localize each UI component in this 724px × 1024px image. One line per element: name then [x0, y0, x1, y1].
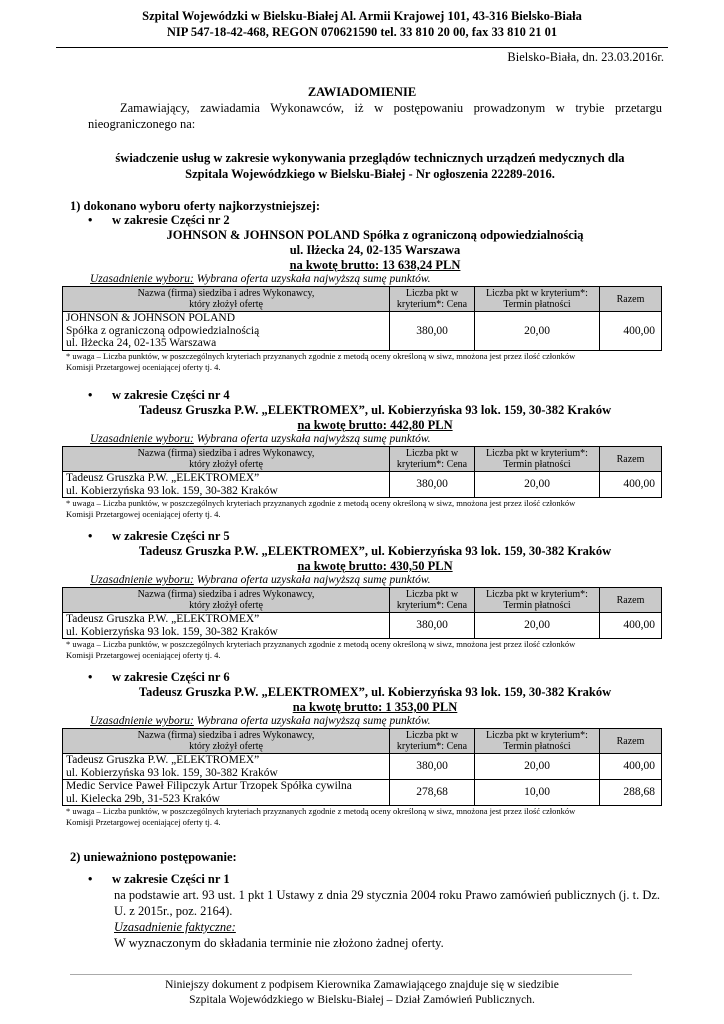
footnote: * uwaga – Liczba punktów, w poszczególnych kryteriach przyznanych zgodnie z metodą oceny określoną w siwz, mnożona jest przez ilość członków Komisji Przetargowej oceniającej oferty tj. 4.: [66, 639, 576, 660]
offers-table: [62, 446, 662, 498]
letterhead-divider: [56, 47, 668, 48]
table-header-row: Nazwa (firma) siedziba i adres Wykonawcy, który złożył ofertę Liczba pkt w kryterium*: Cena Liczba pkt w kryterium*: Termin płatności Razem: [63, 287, 662, 312]
annul-fact-label: Uzasadnienie faktyczne:: [114, 920, 236, 934]
table-row: Tadeusz Gruszka P.W. „ELEKTROMEX” ul. Kobierzyńska 93 lok. 159, 30-382 Kraków 380,00 20,00 400,00: [63, 613, 662, 639]
offers-table: [62, 587, 662, 639]
justification: Uzasadnienie wyboru: Wybrana oferta uzyskała najwyższą sumę punktów.: [90, 715, 431, 727]
subject-line-2: Szpitala Wojewódzkiego w Bielsku-Białej - Nr ogłoszenia 22289-2016.: [185, 167, 555, 181]
part-label: • w zakresie Części nr 2: [88, 213, 230, 227]
winner-price: na kwotę brutto: 13 638,24 PLN: [289, 258, 461, 272]
justification: Uzasadnienie wyboru: Wybrana oferta uzyskała najwyższą sumę punktów.: [90, 273, 431, 285]
winner-name: JOHNSON & JOHNSON POLAND Spółka z ograniczoną odpowiedzialnością: [166, 228, 584, 242]
winner-name: Tadeusz Gruszka P.W. „ELEKTROMEX”, ul. Kobierzyńska 93 lok. 159, 30-382 Kraków: [138, 685, 612, 699]
footnote: * uwaga – Liczba punktów, w poszczególnych kryteriach przyznanych zgodnie z metodą oceny określoną w siwz, mnożona jest przez ilość członków Komisji Przetargowej oceniającej oferty tj. 4.: [66, 498, 576, 519]
winner-name: Tadeusz Gruszka P.W. „ELEKTROMEX”, ul. Kobierzyńska 93 lok. 159, 30-382 Kraków: [138, 544, 612, 558]
table-header-row: Nazwa (firma) siedziba i adres Wykonawcy, który złożył ofertę Liczba pkt w kryterium*: Cena Liczba pkt w kryterium*: Termin płatności Razem: [63, 588, 662, 613]
winner-price: na kwotę brutto: 1 353,00 PLN: [292, 700, 458, 714]
document-title: ZAWIADOMIENIE: [307, 85, 417, 99]
letterhead-line-1: Szpital Wojewódzki w Bielsku-Białej Al. Armii Krajowej 101, 43-316 Bielsko-Biała: [142, 9, 582, 23]
part-6: [66, 670, 662, 828]
part-label: • w zakresie Części nr 1: [88, 872, 230, 886]
bullet-icon: •: [88, 670, 93, 684]
part-label: • w zakresie Części nr 6: [88, 670, 230, 684]
justification: Uzasadnienie wyboru: Wybrana oferta uzyskała najwyższą sumę punktów.: [90, 574, 431, 586]
footer-line-2: Szpitala Wojewódzkiego w Bielsku-Białej – Dział Zamówień Publicznych.: [189, 994, 535, 1006]
winner-name: Tadeusz Gruszka P.W. „ELEKTROMEX”, ul. Kobierzyńska 93 lok. 159, 30-382 Kraków: [138, 403, 612, 417]
document-date: Bielsko-Biała, dn. 23.03.2016r.: [507, 50, 664, 64]
winner-address: ul. Iłżecka 24, 02-135 Warszawa: [289, 243, 461, 257]
part-2: [66, 213, 662, 373]
footer: [0, 978, 724, 1008]
letterhead: [0, 0, 724, 40]
intro-paragraph: Zamawiający, zawiadamia Wykonawców, iż w postępowaniu prowadzonym w trybie przetargu nieograniczonego na:: [88, 101, 662, 131]
footnote: * uwaga – Liczba punktów, w poszczególnych kryteriach przyznanych zgodnie z metodą oceny określoną w siwz, mnożona jest przez ilość członków Komisji Przetargowej oceniającej oferty tj. 4.: [66, 350, 576, 372]
table-row: Tadeusz Gruszka P.W. „ELEKTROMEX” ul. Kobierzyńska 93 lok. 159, 30-382 Kraków 380,00 20,00 400,00: [63, 472, 662, 498]
winner: [88, 403, 662, 433]
table-row: Medic Service Paweł Filipczyk Artur Trzopek Spółka cywilna ul. Kielecka 29b, 31-523 Kraków 278,68 10,00 288,68: [63, 780, 662, 806]
part-4: [66, 388, 662, 520]
annul-basis: na podstawie art. 93 ust. 1 pkt 1 Ustawy z dnia 29 stycznia 2004 roku Prawo zamówień publicznych (j. t. Dz. U. z 2015r., poz. 2164).: [114, 888, 661, 918]
part-label: • w zakresie Części nr 5: [88, 529, 230, 543]
part-label: • w zakresie Części nr 4: [88, 388, 230, 402]
table-header-row: Nazwa (firma) siedziba i adres Wykonawcy, który złożył ofertę Liczba pkt w kryterium*: Cena Liczba pkt w kryterium*: Termin płatności Razem: [63, 447, 662, 472]
table-row: JOHNSON & JOHNSON POLAND Spółka z ograniczoną odpowiedzialnością ul. Iłżecka 24, 02-135 Warszawa 380,00 20,00 400,00: [63, 312, 662, 351]
footnote: * uwaga – Liczba punktów, w poszczególnych kryteriach przyznanych zgodnie z metodą oceny określoną w siwz, mnożona jest przez ilość członków Komisji Przetargowej oceniającej oferty tj. 4.: [66, 806, 576, 827]
table-header-row: Nazwa (firma) siedziba i adres Wykonawcy, który złożył ofertę Liczba pkt w kryterium*: Cena Liczba pkt w kryterium*: Termin płatności Razem: [63, 729, 662, 754]
section-1-heading: 1) dokonano wyboru oferty najkorzystniejszej:: [70, 199, 320, 213]
winner: [88, 228, 662, 273]
annul-fact-text: W wyznaczonym do składania terminie nie złożono żadnej oferty.: [114, 936, 444, 950]
annulled-part-1: [88, 871, 662, 951]
table-row: Tadeusz Gruszka P.W. „ELEKTROMEX” ul. Kobierzyńska 93 lok. 159, 30-382 Kraków 380,00 20,00 400,00: [63, 754, 662, 780]
winner-price: na kwotę brutto: 430,50 PLN: [297, 559, 453, 573]
bullet-icon: •: [88, 388, 93, 402]
section-2-heading: 2) unieważniono postępowanie:: [70, 850, 237, 864]
footer-divider: [70, 974, 632, 975]
winner: [88, 544, 662, 574]
tender-subject: [78, 150, 662, 182]
part-5: [66, 529, 662, 661]
letterhead-line-2: NIP 547-18-42-468, REGON 070621590 tel. 33 810 20 00, fax 33 810 21 01: [166, 25, 558, 39]
subject-line-1: świadczenie usług w zakresie wykonywania przeglądów technicznych urządzeń medycznych dla: [115, 151, 625, 165]
winner-price: na kwotę brutto: 442,80 PLN: [297, 418, 453, 432]
offers-table: [62, 728, 662, 806]
bullet-icon: •: [88, 872, 93, 886]
offers-table: [62, 286, 662, 351]
justification: Uzasadnienie wyboru: Wybrana oferta uzyskała najwyższą sumę punktów.: [90, 433, 431, 445]
winner: [88, 685, 662, 715]
bullet-icon: •: [88, 213, 93, 227]
footer-line-1: Niniejszy dokument z podpisem Kierownika Zamawiającego znajduje się w siedzibie: [165, 979, 559, 991]
bullet-icon: •: [88, 529, 93, 543]
